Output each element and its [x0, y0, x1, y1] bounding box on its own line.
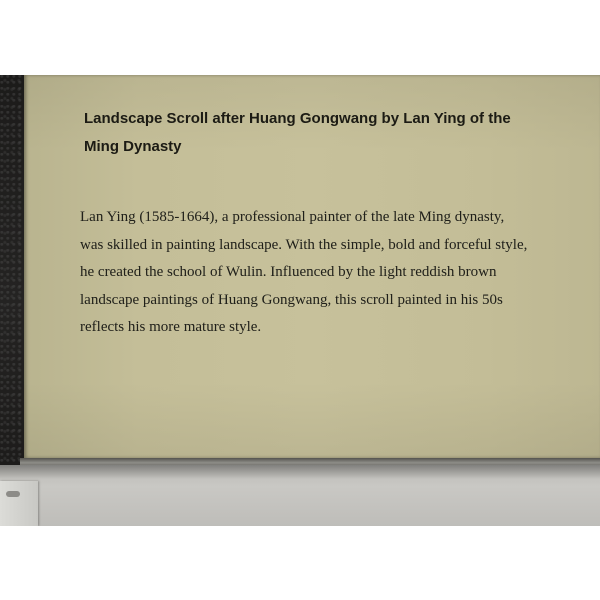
exhibit-title	[84, 105, 584, 161]
description-line-2: was skilled in painting landscape. With the simple, bold and forceful style,	[80, 236, 528, 253]
museum-placard-photo	[0, 75, 600, 526]
description-line-5: reflects his more mature style.	[80, 319, 262, 335]
bracket-slot	[6, 491, 20, 497]
exhibit-description	[80, 204, 580, 342]
description-line-4: landscape paintings of Huang Gongwang, this scroll painted in his 50s	[80, 291, 503, 308]
exhibit-title-line-1: Landscape Scroll after Huang Gongwang by Lan Ying of the	[84, 110, 511, 127]
description-line-1: Lan Ying (1585-1664), a professional painter of the late Ming dynasty,	[80, 209, 505, 225]
exhibit-label-panel	[24, 75, 600, 458]
mounting-bracket	[0, 481, 38, 526]
description-line-3: he created the school of Wulin. Influenced by the light reddish brown	[80, 264, 497, 280]
exhibit-title-line-2: Ming Dynasty	[84, 138, 182, 155]
ledge-shadow	[0, 465, 600, 479]
